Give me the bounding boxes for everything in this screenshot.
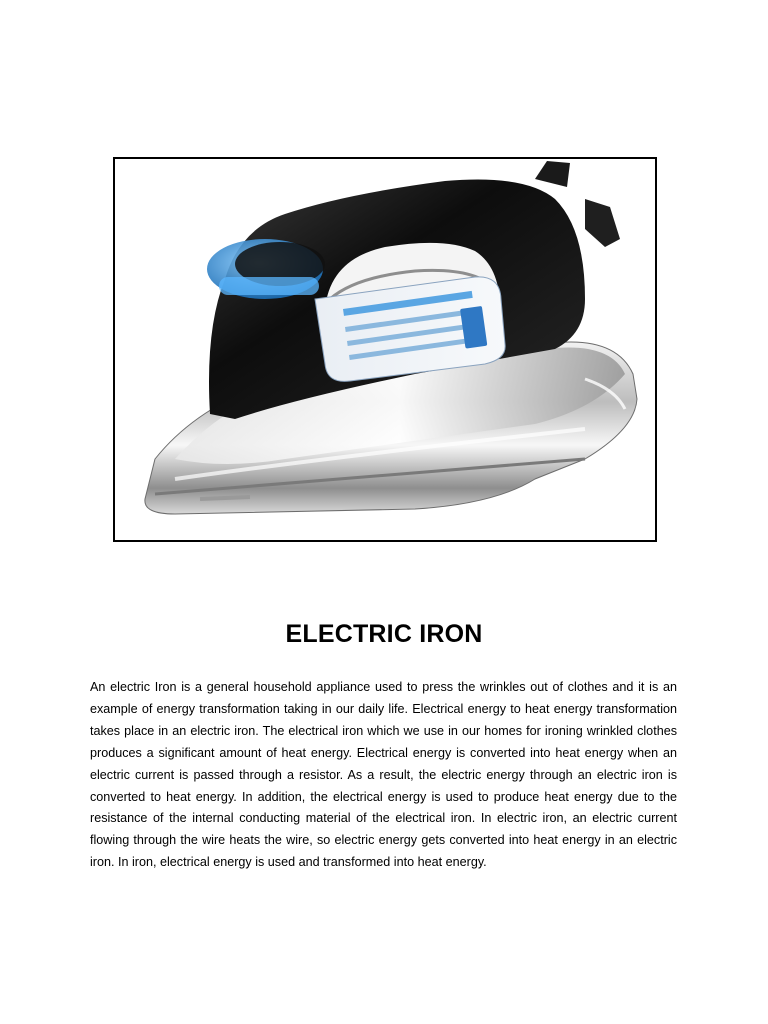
electric-iron-illustration [115, 159, 655, 540]
body-paragraph: An electric Iron is a general household appliance used to press the wrinkles out of clothes and it is an example of energy transformation taking in our daily life. Electrical energy to heat energy transformation takes place in an electric iron. The electrical iron which we use in our homes for ironing wrinkled clothes produces a significant amount of heat energy. Electrical energy is converted into heat energy when an electric current is passed through a resistor. As a result, the electric energy through an electric iron is converted to heat energy. In addition, the electrical energy is used to produce heat energy due to the resistance of the internal conducting material of the electrical iron. In electric iron, an electric current flowing through the wire heats the wire, so electric energy gets converted into heat energy in an electric iron. In iron, electrical energy is used and transformed into heat energy. [90, 680, 677, 870]
page-title: ELECTRIC IRON [285, 620, 483, 648]
iron-photo-frame [113, 157, 657, 542]
